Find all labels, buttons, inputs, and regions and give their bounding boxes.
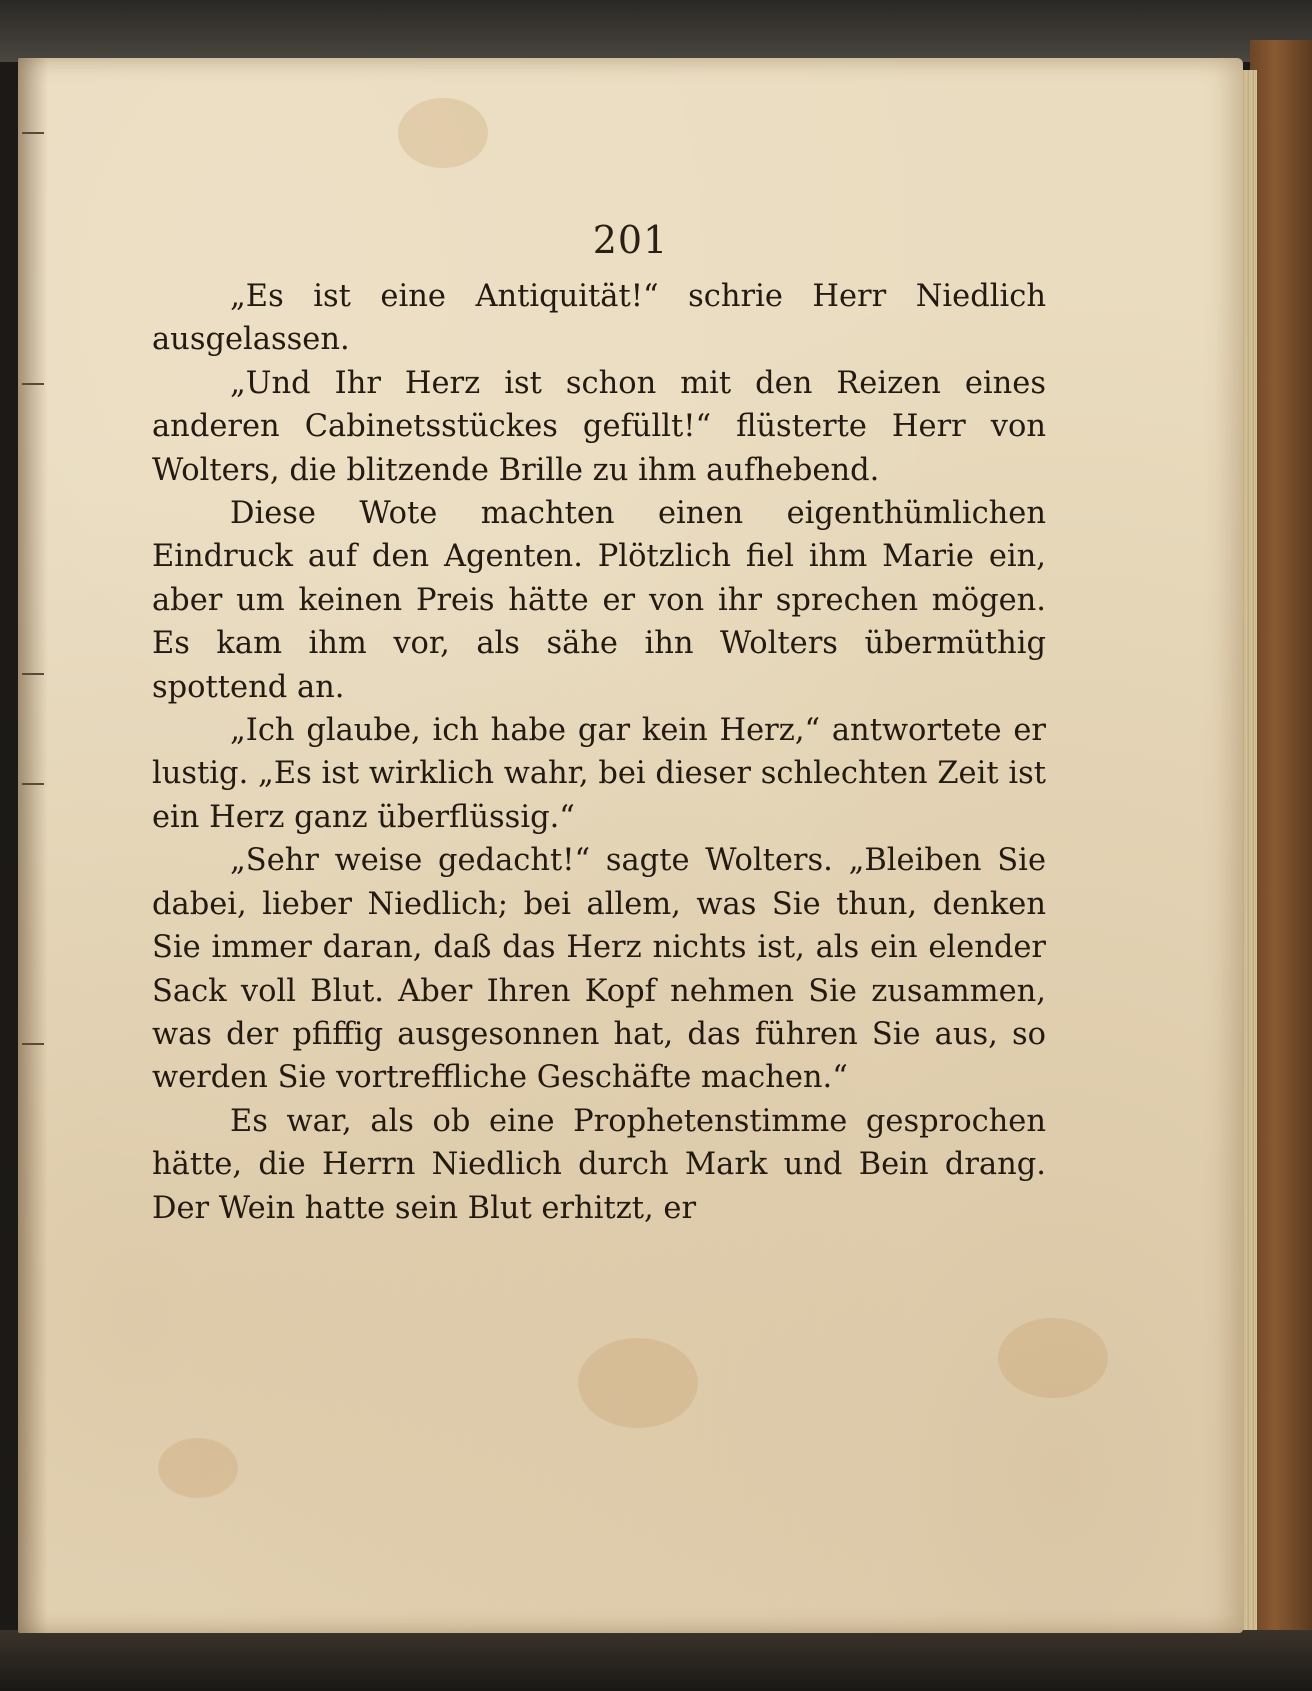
book-page <box>18 58 1243 1633</box>
page-stain <box>998 1318 1108 1398</box>
scan-top-edge <box>0 0 1312 62</box>
paragraph: „Ich glaube, ich habe gar kein Herz,“ antwortete er lustig. „Es ist wirklich wahr, bei dieser schlechten Zeit ist ein Herz ganz überflüssig.“ <box>152 713 1046 835</box>
scan-bottom-edge <box>0 1630 1312 1691</box>
page-stain <box>578 1338 698 1428</box>
book-cover-edge <box>1250 40 1312 1640</box>
paragraph: „Es ist eine Antiquität!“ schrie Herr Niedlich ausgelassen. <box>152 279 1046 358</box>
binding-stitch <box>22 132 44 134</box>
binding-stitch <box>22 1043 44 1045</box>
paragraph: Diese Wote machten einen eigenthümlichen Eindruck auf den Agenten. Plötzlich fiel ihm Marie ein, aber um keinen Preis hätte er von ihr sprechen mögen. Es kam ihm vor, als sähe ihn Wolters übermüthig spottend an. <box>152 496 1046 705</box>
paragraph: „Und Ihr Herz ist schon mit den Reizen eines anderen Cabinetsstückes gefüllt!“ flüsterte Herr von Wolters, die blitzende Brille zu ihm aufhebend. <box>152 365 1046 488</box>
paragraph: „Sehr weise gedacht!“ sagte Wolters. „Bleiben Sie dabei, lieber Niedlich; bei allem, was Sie thun, denken Sie immer daran, daß das Herz nichts ist, als ein elender Sack voll Blut. Aber Ihren Kopf nehmen Sie zusammen, was der pfiffig ausgesonnen hat, das führen Sie aus, so werden Sie vortreffliche Geschäfte machen.“ <box>152 843 1046 1096</box>
binding-stitch <box>22 783 44 785</box>
page-gutter <box>18 58 48 1633</box>
binding-stitch <box>22 673 44 675</box>
paragraph: Es war, als ob eine Prophetenstimme gesprochen hätte, die Herrn Niedlich durch Mark und Bein drang. Der Wein hatte sein Blut erhitzt, er <box>152 1103 1046 1226</box>
page-number: 201 <box>592 218 669 262</box>
page-stain <box>398 98 488 168</box>
page-stain <box>158 1438 238 1498</box>
binding-stitch <box>22 383 44 385</box>
page-body-text <box>152 275 1046 1230</box>
